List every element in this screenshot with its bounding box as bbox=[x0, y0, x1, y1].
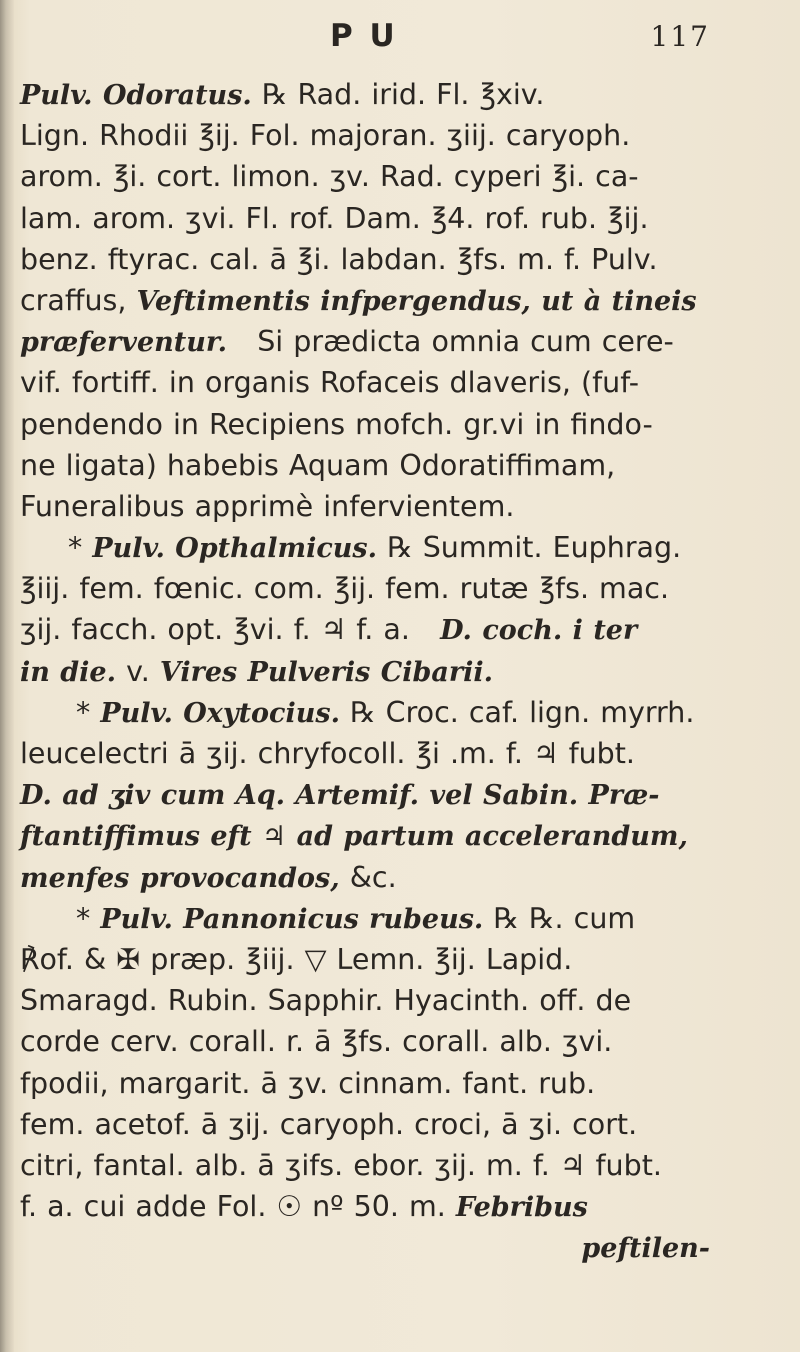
text-line bbox=[20, 857, 750, 898]
asterisk-mark: * bbox=[76, 695, 101, 729]
text-line bbox=[20, 404, 750, 445]
catchword: peftilen- bbox=[581, 1233, 710, 1265]
line-text: Si prædicta omnia cum cere- bbox=[227, 325, 674, 359]
text-line bbox=[20, 239, 750, 280]
text-line bbox=[20, 1145, 750, 1186]
heading-pulv-pannonicus: Pulv. Pannonicus rubeus. bbox=[100, 903, 484, 935]
line-italic: Febribus bbox=[455, 1192, 588, 1224]
line-text: ʒij. facch. opt. ℥vi. f. ♃ f. a. bbox=[20, 613, 441, 647]
text-line bbox=[20, 733, 750, 774]
text-line bbox=[20, 115, 750, 156]
text-line bbox=[20, 156, 750, 197]
line-italic: Vires Pulveris Cibarii. bbox=[159, 656, 493, 688]
line-text: fem. acetof. ā ʒij. caryoph. croci, ā ʒi. cort. bbox=[20, 1107, 638, 1141]
line-text: f. a. cui adde Fol. ☉ nº 50. m. bbox=[20, 1190, 456, 1224]
text-line bbox=[20, 1104, 750, 1145]
line-italic: D. ad ʒiv cum Aq. Artemif. vel Sabin. Præ- bbox=[20, 780, 660, 812]
text-line bbox=[20, 980, 750, 1021]
line-text: vif. fortiff. in organis Rofaceis dlaveris, (fuf- bbox=[20, 366, 639, 400]
page-gutter bbox=[0, 0, 14, 1352]
line-italic: præferventur. bbox=[20, 327, 228, 359]
text-line bbox=[20, 774, 750, 815]
heading-pulv-odoratus: Pulv. Odoratus. bbox=[20, 80, 252, 111]
line-text: Lign. Rhodii ℥ij. Fol. majoran. ʒiij. caryoph. bbox=[20, 119, 631, 153]
line-text: leucelectri ā ʒij. chryfocoll. ℥i .m. f. ♃ fubt. bbox=[20, 737, 635, 770]
line-italic: ftantiffimus eft ♃ ad partum accelerandum, bbox=[20, 821, 688, 853]
text-line bbox=[20, 568, 750, 609]
line-text: fpodii, margarit. ā ʒv. cinnam. fant. rub. bbox=[20, 1066, 596, 1100]
text-line bbox=[20, 1063, 750, 1104]
line-text: citri, fantal. alb. ā ʒifs. ebor. ʒij. m. f. ♃ fubt. bbox=[20, 1148, 662, 1182]
text-line bbox=[20, 280, 750, 321]
page-number: 117 bbox=[650, 20, 710, 53]
line-text: ℞ Croc. caf. lign. myrrh. bbox=[340, 695, 695, 729]
line-text: craffus, bbox=[20, 283, 137, 317]
body-text bbox=[20, 74, 750, 1268]
text-line bbox=[20, 486, 750, 527]
line-italic: menfes provocandos, bbox=[20, 862, 340, 894]
text-line bbox=[20, 1021, 750, 1062]
line-italic: D. coch. i ter bbox=[440, 615, 638, 647]
text-line bbox=[20, 362, 750, 403]
text-line bbox=[20, 527, 750, 568]
line-text: Funeralibus apprimè infervientem. bbox=[20, 489, 515, 523]
text-line bbox=[20, 321, 750, 362]
line-text: corde cerv. corall. r. ā ℥fs. corall. alb. ʒvi. bbox=[20, 1025, 613, 1059]
text-line bbox=[20, 651, 750, 692]
line-text: benz. ftyrac. cal. ā ℥i. labdan. ℥fs. m. f. Pulv. bbox=[20, 242, 658, 276]
line-text: v. bbox=[116, 654, 160, 688]
text-line bbox=[20, 198, 750, 239]
line-text: &c. bbox=[339, 860, 397, 894]
line-text: Smaragd. Rubin. Sapphir. Hyacinth. off. de bbox=[20, 984, 632, 1018]
text-line bbox=[20, 74, 750, 115]
heading-pulv-opthalmicus: Pulv. Opthalmicus. bbox=[92, 533, 378, 565]
line-text: ℞ Rad. irid. Fl. ℥xiv. bbox=[251, 78, 545, 111]
line-text: ne ligata) habebis Aquam Odoratiffimam, bbox=[20, 448, 616, 482]
text-line bbox=[20, 939, 750, 980]
line-text: pendendo in Recipiens mofch. gr.vi in findo- bbox=[20, 407, 653, 441]
line-text: ℥iij. fem. fœnic. com. ℥ij. fem. rutæ ℥fs. mac. bbox=[20, 572, 670, 606]
page-header bbox=[0, 14, 800, 68]
text-line bbox=[20, 898, 750, 939]
heading-pulv-oxytocius: Pulv. Oxytocius. bbox=[100, 697, 340, 729]
text-line bbox=[20, 445, 750, 486]
catchword-line bbox=[20, 1227, 750, 1268]
asterisk-mark: * bbox=[76, 901, 101, 935]
line-text: arom. ℥i. cort. limon. ʒv. Rad. cyperi ℥i. ca- bbox=[20, 160, 639, 194]
line-text: lam. arom. ʒvi. Fl. rof. Dam. ℥4. rof. rub. ℥ij. bbox=[20, 201, 649, 235]
line-text: ℞ Summit. Euphrag. bbox=[377, 531, 682, 565]
text-line bbox=[20, 815, 750, 856]
line-italic: Veftimentis infpergendus, ut à tineis bbox=[136, 285, 697, 317]
line-text: ℞ ℞. cum bbox=[483, 901, 636, 935]
line-italic: in die. bbox=[20, 656, 117, 688]
text-line bbox=[20, 609, 750, 650]
text-line bbox=[20, 1186, 750, 1227]
running-head: P U bbox=[330, 18, 398, 54]
line-text: ℟of. & ✠ præp. ℥iij. ▽ Lemn. ℥ij. Lapid. bbox=[20, 942, 573, 976]
asterisk-mark: * bbox=[68, 531, 93, 565]
text-line bbox=[20, 692, 750, 733]
